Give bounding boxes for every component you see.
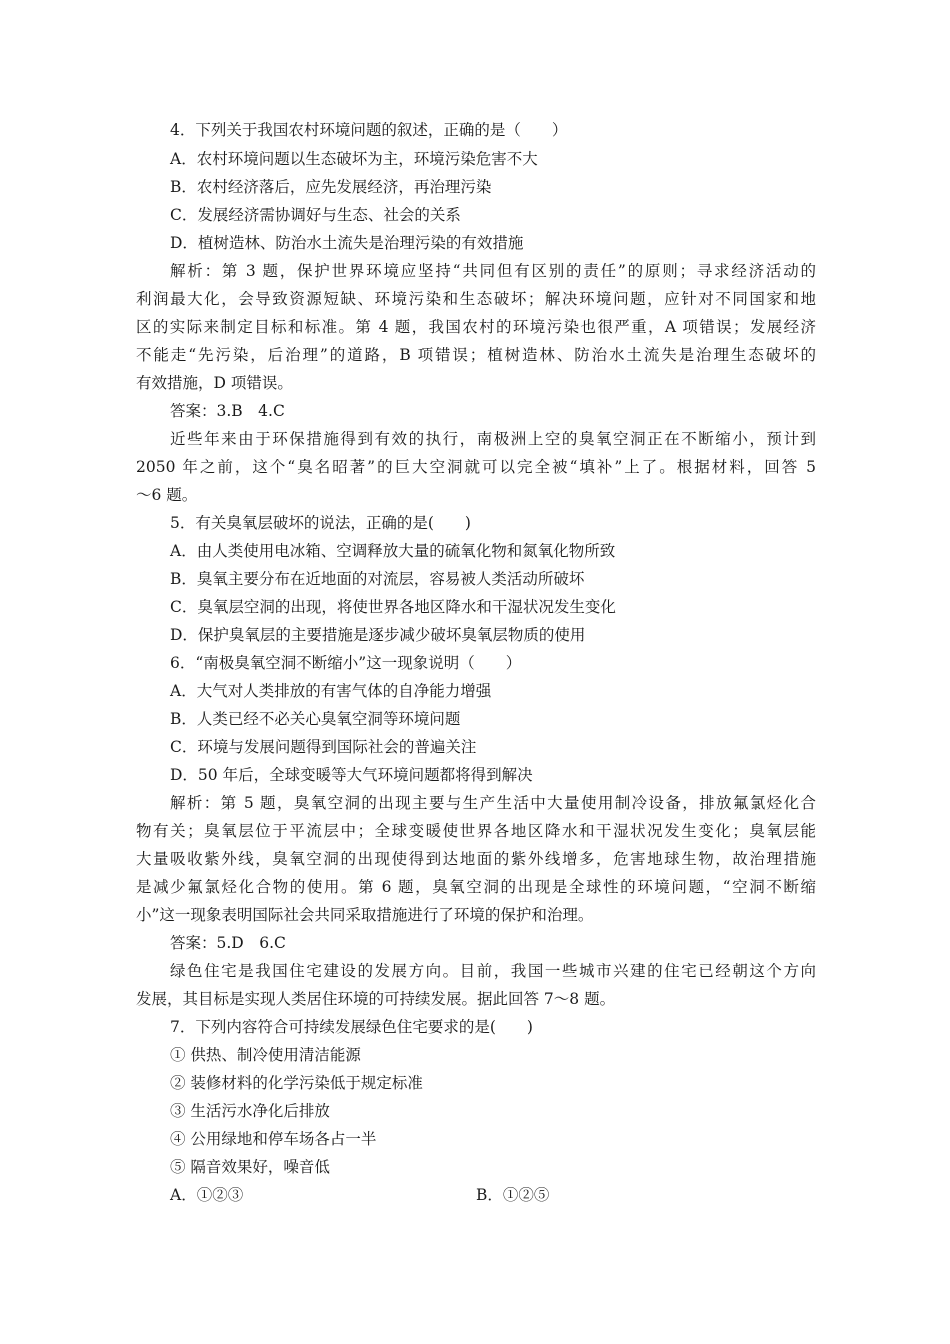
question-6-stem: 6．“南极臭氧空洞不断缩小”这一现象说明（ ） [170, 654, 522, 672]
question-6-option-d: D．50 年后，全球变暖等大气环境问题都将得到解决 [170, 766, 533, 784]
question-7-item: ① 供热、制冷使用清洁能源 [170, 1046, 361, 1064]
passage-5-6-line: ～6 题。 [136, 486, 198, 504]
passage-7-8-line: 绿色住宅是我国住宅建设的发展方向。目前，我国一些城市兴建的住宅已经朝这个方向 [170, 962, 816, 980]
passage-7-8-line: 发展，其目标是实现人类居住环境的可持续发展。据此回答 7～8 题。 [136, 990, 616, 1008]
passage-5-6-line: 近些年来由于环保措施得到有效的执行，南极洲上空的臭氧空洞正在不断缩小，预计到 [170, 430, 816, 448]
analysis-5-6-line: 解析：第 5 题，臭氧空洞的出现主要与生产生活中大量使用制冷设备，排放氟氯烃化合 [170, 794, 816, 812]
answer-3-4: 答案：3.B 4.C [170, 402, 285, 420]
question-6-option-b: B．人类已经不必关心臭氧空洞等环境问题 [170, 710, 461, 728]
question-5-stem: 5．有关臭氧层破坏的说法，正确的是( ) [170, 514, 471, 532]
analysis-3-4-line: 区的实际来制定目标和标准。第 4 题，我国农村的环境污染也很严重，A 项错误；发展经济 [136, 318, 816, 336]
analysis-5-6-line: 小”这一现象表明国际社会共同采取措施进行了环境的保护和治理。 [136, 906, 594, 924]
answer-5-6: 答案：5.D 6.C [170, 934, 286, 952]
question-5-option-b: B．臭氧主要分布在近地面的对流层，容易被人类活动所破坏 [170, 570, 585, 588]
question-7-option-a: A．①②③ [170, 1186, 244, 1204]
analysis-5-6-line: 是减少氟氯烃化合物的使用。第 6 题，臭氧空洞的出现是全球性的环境问题，“空洞不断缩 [136, 878, 816, 896]
passage-5-6-line: 2050 年之前，这个“臭名昭著”的巨大空洞就可以完全被“填补”上了。根据材料，回答 5 [136, 458, 816, 476]
analysis-3-4-line: 不能走“先污染，后治理”的道路，B 项错误；植树造林、防治水土流失是治理生态破坏的 [136, 346, 816, 364]
question-4-option-c: C．发展经济需协调好与生态、社会的关系 [170, 206, 461, 224]
analysis-3-4-line: 解析：第 3 题，保护世界环境应坚持“共同但有区别的责任”的原则；寻求经济活动的 [170, 262, 816, 280]
question-4-option-a: A．农村环境问题以生态破坏为主，环境污染危害不大 [170, 150, 538, 168]
question-7-stem: 7．下列内容符合可持续发展绿色住宅要求的是( ) [170, 1018, 533, 1036]
question-4-stem: 4．下列关于我国农村环境问题的叙述，正确的是（ ） [170, 121, 568, 139]
question-4-option-d: D．植树造林、防治水土流失是治理污染的有效措施 [170, 234, 524, 252]
question-5-option-c: C．臭氧层空洞的出现，将使世界各地区降水和干湿状况发生变化 [170, 598, 616, 616]
question-7-option-b: B．①②⑤ [476, 1186, 550, 1204]
question-4-option-b: B．农村经济落后，应先发展经济，再治理污染 [170, 178, 492, 196]
question-7-item: ⑤ 隔音效果好，噪音低 [170, 1158, 330, 1176]
question-7-item: ③ 生活污水净化后排放 [170, 1102, 330, 1120]
analysis-5-6-line: 大量吸收紫外线，臭氧空洞的出现使得到达地面的紫外线增多，危害地球生物，故治理措施 [136, 850, 816, 868]
question-6-option-c: C．环境与发展问题得到国际社会的普遍关注 [170, 738, 477, 756]
analysis-3-4-line: 利润最大化，会导致资源短缺、环境污染和生态破坏；解决环境问题，应针对不同国家和地 [136, 290, 816, 308]
question-7-item: ② 装修材料的化学污染低于规定标准 [170, 1074, 423, 1092]
question-5-option-d: D．保护臭氧层的主要措施是逐步减少破坏臭氧层物质的使用 [170, 626, 586, 644]
analysis-3-4-line: 有效措施，D 项错误。 [136, 374, 293, 392]
analysis-5-6-line: 物有关；臭氧层位于平流层中；全球变暖使世界各地区降水和干湿状况发生变化；臭氧层能 [136, 822, 816, 840]
question-5-option-a: A．由人类使用电冰箱、空调释放大量的硫氧化物和氮氧化物所致 [170, 542, 616, 560]
question-6-option-a: A．大气对人类排放的有害气体的自净能力增强 [170, 682, 492, 700]
question-7-item: ④ 公用绿地和停车场各占一半 [170, 1130, 377, 1148]
